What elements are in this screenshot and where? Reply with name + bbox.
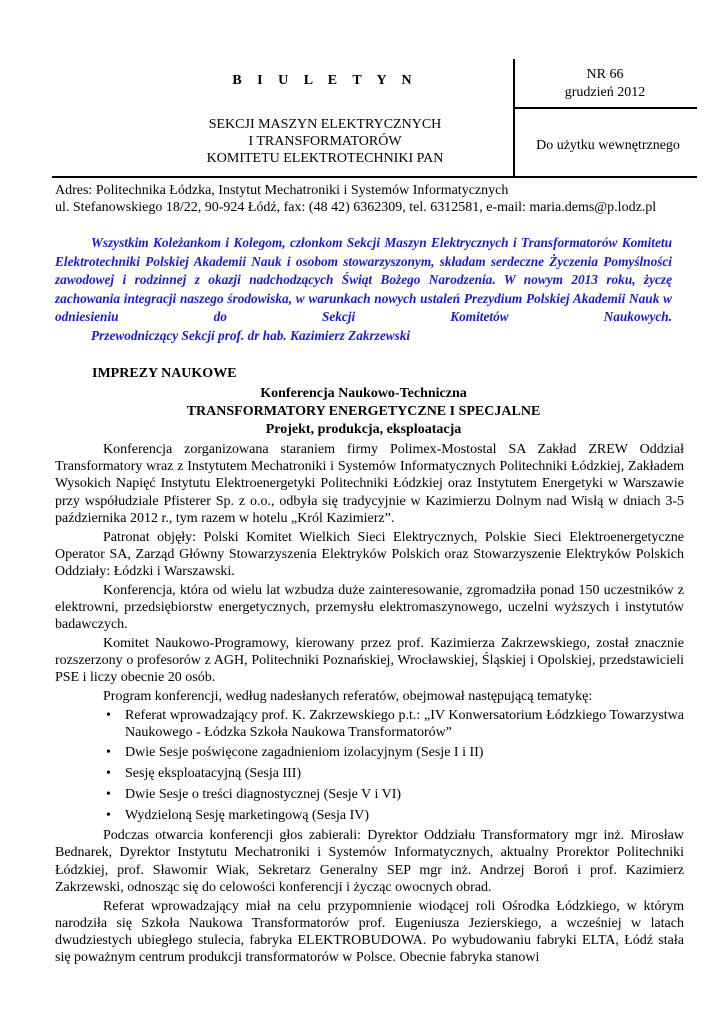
- section-name: [140, 116, 510, 167]
- article-body: [55, 441, 684, 968]
- topic-text: Referat wprowadzający prof. K. Zakrzewskiego p.t.: „IV Konwersatorium Łódzkiego Towarzystwa Naukowego - Łódzka Szkoła Naukowa Transformatorów”: [125, 707, 684, 740]
- topic-text: Sesję eksploatacyjną (Sesja III): [125, 766, 302, 782]
- bulletin-title: B I U L E T Y N: [232, 73, 418, 88]
- conference-title-line-1: Konferencja Naukowo-Techniczna: [260, 386, 467, 401]
- issue-date: grudzień 2012: [564, 85, 646, 100]
- paragraph-opening: Podczas otwarcia konferencji głos zabierali: Dyrektor Oddziału Transformatory mgr inż. Mirosław Bednarek, Dyrektor Instytutu Mechatroniki i Systemów Informatycznych, aktualny Prorektor Politechniki Łódzkiej, prof. Sławomir Wiak, Sekretarz Generalny SEP mgr inż. Andrzej Boroń i prof. Kazimierz Zakrzewski, odnosząc się do celowości konferencji i życząc owocnych obrad.: [55, 828, 684, 895]
- conference-title-line-2: TRANSFORMATORY ENERGETYCZNE I SPECJALNE: [186, 404, 541, 419]
- season-greetings: [55, 234, 672, 346]
- topic-text: Dwie Sesje o treści diagnostycznej (Sesje V i VI): [125, 786, 402, 802]
- list-item: [106, 744, 684, 761]
- section-name-line-1: SEKCJI MASZYN ELEKTRYCZNYCH: [208, 117, 442, 132]
- conference-title: [55, 385, 672, 439]
- list-item: [106, 786, 684, 803]
- address-line-1: Adres: Politechnika Łódzka, Instytut Mechatroniki i Systemów Informatycznych: [55, 183, 509, 198]
- address-line-2: ul. Stefanowskiego 18/22, 90-924 Łódź, fax: (48 42) 6362309, tel. 6312581, e-mail: maria.dems@p.lodz.pl: [55, 200, 657, 215]
- topic-text: Dwie Sesje poświęcone zagadnieniom izolacyjnym (Sesje I i II): [125, 745, 484, 761]
- bullet-icon: •: [106, 786, 111, 802]
- topic-list: [55, 707, 684, 824]
- issue-number: NR 66: [586, 67, 624, 82]
- section-heading: IMPREZY NAUKOWE: [92, 366, 237, 381]
- paragraph-organization: Konferencja zorganizowana staraniem firmy Polimex-Mostostal SA Zakład ZREW Oddział Transformatory wraz z Instytutem Mechatroniki i Systemów Informatycznych Politechniki Łódzkiej, Zakładem Wysokich Napięć Instytutu Elektroenergetyki Politechniki Łódzkiej oraz Instytutem Energetyki w Warszawie przy współudziale Pfisterer Sp. z o.o., odbyła się tradycyjnie w Kazimierzu Dolnym nad Wisłą w dniach 3-5 października 2012 r., tym razem w hotelu „Król Kazimierz”.: [55, 442, 684, 526]
- header-inner-rule: [513, 107, 697, 109]
- paragraph-introductory: Referat wprowadzający miał na celu przypomnienie wiodącej roli Ośrodka Łódzkiego, w którym narodziła się Szkoła Naukowa Transformatorów prof. Eugeniusza Jezierskiego, a wcześniej w latach dwudziestych ubiegłego stulecia, fabryka ELEKTROBUDOWA. Po wybudowaniu fabryki ELTA, Łódź stała się poważnym centrum produkcji transformatorów w Polsce. Obecnie fabryka stanowi: [55, 898, 684, 966]
- paragraph-participants: Konferencja, która od wielu lat wzbudza duże zainteresowanie, zgromadziła ponad 150 uczestników z elektrowni, przedsiębiorstw energetycznych, przemysłu elektromaszynowego, uczelni wyższych i instytutów badawczych.: [55, 582, 684, 633]
- paragraph-program: Program konferencji, według nadesłanych referatów, obejmował następującą tematykę:: [103, 688, 593, 704]
- paragraph-committee: Komitet Naukowo-Programowy, kierowany przez prof. Kazimierza Zakrzewskiego, został znacznie rozszerzony o profesorów z AGH, Politechniki Poznańskiej, Wrocławskiej, Śląskiej i Opolskiej, przedstawicieli PSE i liczy obecnie 20 osób.: [55, 635, 684, 686]
- address-block: [55, 182, 695, 216]
- list-item: [106, 765, 684, 782]
- list-item: [106, 707, 684, 741]
- header-vertical-rule: [513, 59, 515, 177]
- issue-info: [520, 66, 690, 102]
- section-name-line-3: KOMITETU ELEKTROTECHNIKI PAN: [206, 151, 444, 166]
- conference-title-line-3: Projekt, produkcja, eksploatacja: [265, 422, 462, 437]
- paragraph-patronage: Patronat objęły: Polski Komitet Wielkich Sieci Elektrycznych, Polskie Sieci Elektroenergetyczne Operator SA, Zarząd Główny Stowarzyszenia Elektryków Polskich oraz Stowarzyszenie Elektryków Polskich Oddziały: Łódzki i Warszawski.: [55, 529, 684, 579]
- greetings-signature: Przewodniczący Sekcji prof. dr hab. Kazimierz Zakrzewski: [91, 327, 411, 343]
- header-bottom-rule: [52, 176, 697, 178]
- bullet-icon: •: [106, 766, 111, 782]
- bullet-icon: •: [106, 745, 111, 761]
- internal-use-note: Do użytku wewnętrznego: [536, 138, 680, 153]
- bullet-icon: •: [106, 707, 111, 723]
- list-item: [106, 807, 684, 824]
- topic-text: Wydzieloną Sesję marketingową (Sesja IV): [125, 807, 370, 823]
- greetings-text: Wszystkim Koleżankom i Kolegom, członkom Sekcji Maszyn Elektrycznych i Transformatorów Komitetu Elektrotechniki Polskiej Akademii Nauk i osobom stowarzyszonym, składam serdeczne Życzenia Pomyślności zawodowej i rodzinnej z okazji nadchodzących Świąt Bożego Narodzenia. W nowym 2013 roku, życzę zachowania integracji naszego środowiska, w warunkach nowych ustaleń Prezydium Polskiej Akademii Nauk w odniesieniu do Sekcji Komitetów Naukowych.: [55, 235, 672, 325]
- bullet-icon: •: [106, 807, 111, 823]
- section-name-line-2: I TRANSFORMATORÓW: [248, 134, 402, 149]
